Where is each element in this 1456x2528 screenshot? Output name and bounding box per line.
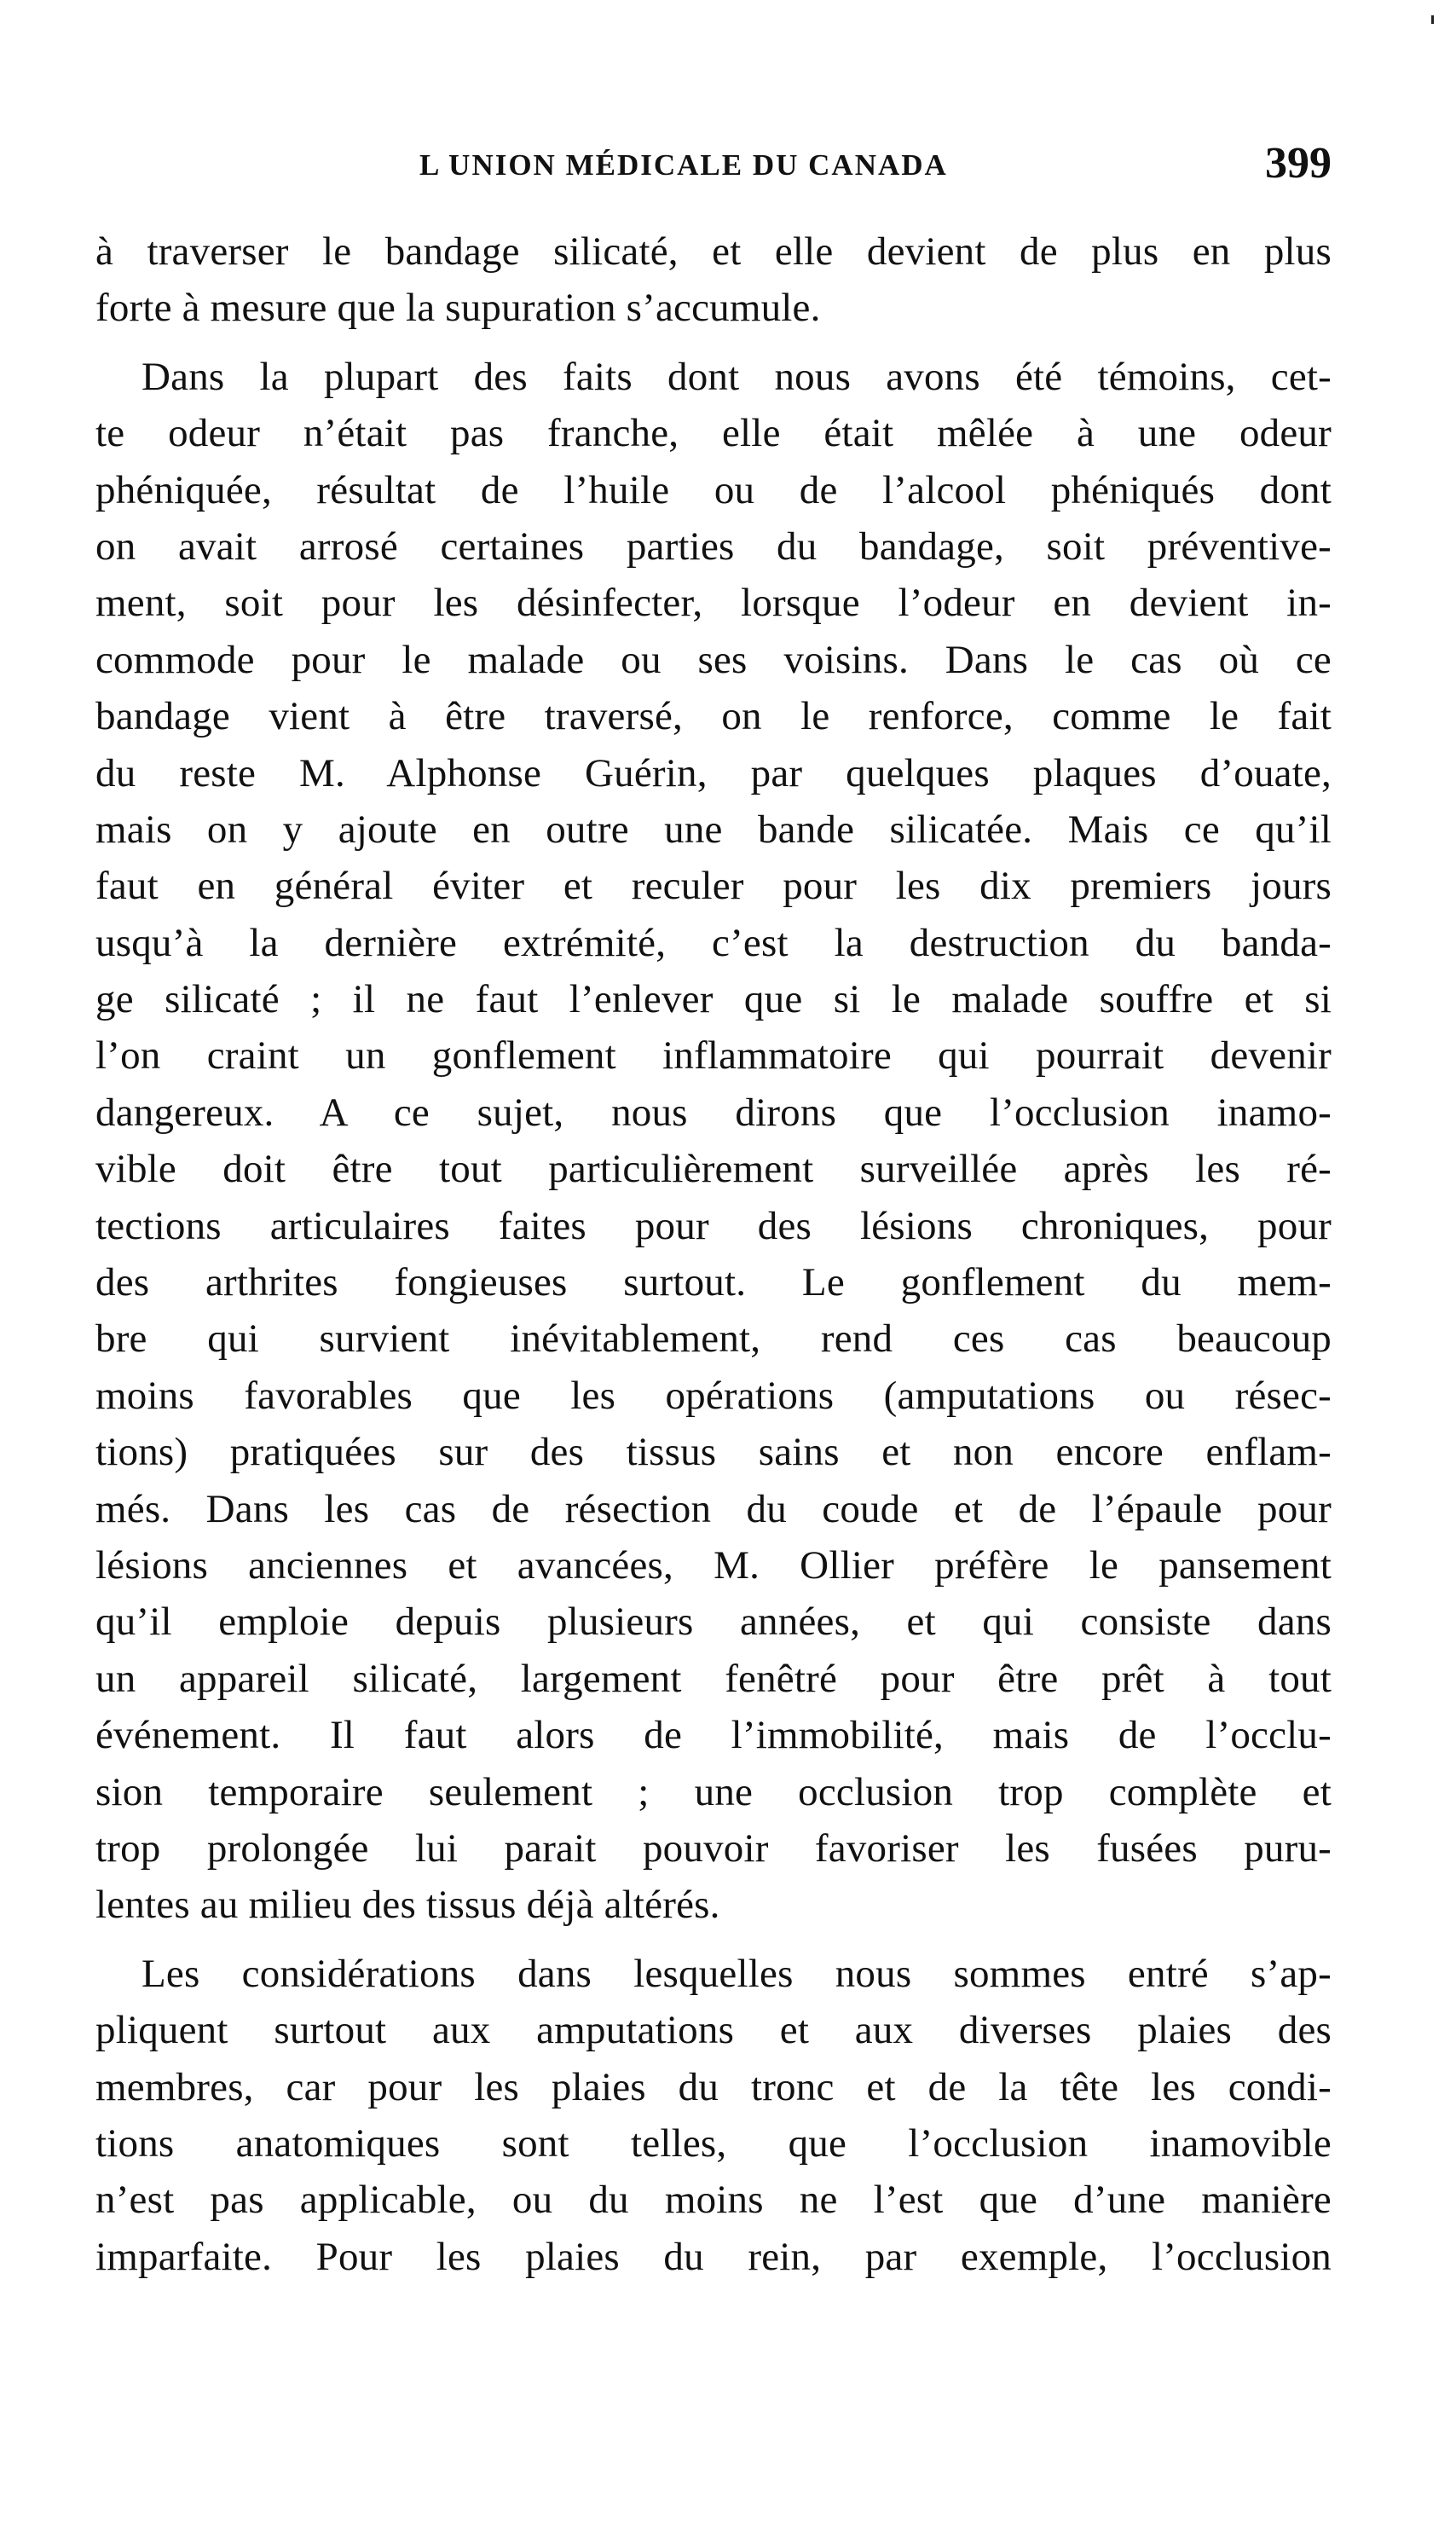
text-line: faut en général éviter et reculer pour les dix premiers jours [95, 864, 1332, 909]
paragraph-2 [95, 349, 1332, 1934]
text-line: tections articulaires faites pour des lésions chroniques, pour [95, 1203, 1332, 1248]
text-line: on avait arrosé certaines parties du bandage, soit préventive- [95, 524, 1332, 569]
text-line: tions) pratiquées sur des tissus sains et non encore enflam- [95, 1430, 1332, 1475]
text-line: trop prolongée lui parait pouvoir favoriser les fusées puru- [95, 1825, 1332, 1871]
text-line: du reste M. Alphonse Guérin, par quelques plaques d’ouate, [95, 750, 1332, 795]
text-line: Les considérations dans lesquelles nous sommes entré s’ap- [142, 1951, 1332, 1996]
text-line: sion temporaire seulement ; une occlusion trop complète et [95, 1769, 1332, 1814]
text-line: commode pour le malade ou ses voisins. Dans le cas où ce [95, 637, 1332, 682]
text-line: Dans la plupart des faits dont nous avons été témoins, cet- [142, 354, 1332, 399]
text-line: événement. Il faut alors de l’immobilité, mais de l’occlu- [95, 1713, 1332, 1758]
text-line: phéniquée, résultat de l’huile ou de l’alcool phéniqués dont [95, 467, 1332, 512]
text-line: vible doit être tout particulièrement surveillée après les ré- [95, 1147, 1332, 1192]
running-header [95, 130, 1332, 189]
text-line: ment, soit pour les désinfecter, lorsque l’odeur en devient in- [95, 581, 1332, 626]
body-text [95, 223, 1332, 2285]
text-line: membres, car pour les plaies du tronc et de la tête les condi- [95, 2064, 1332, 2109]
text-line: à traverser le bandage silicaté, et elle devient de plus en plus [95, 229, 1332, 274]
paragraph-1 [95, 223, 1332, 337]
text-line: imparfaite. Pour les plaies du rein, par exemple, l’occlusion [95, 2234, 1332, 2279]
text-line: te odeur n’était pas franche, elle était mêlée à une odeur [95, 411, 1332, 456]
text-line: mais on y ajoute en outre une bande silicatée. Mais ce qu’il [95, 807, 1332, 852]
text-line: lésions anciennes et avancées, M. Ollier préfère le pansement [95, 1542, 1332, 1588]
text-line: usqu’à la dernière extrémité, c’est la destruction du banda- [95, 920, 1332, 965]
text-line: ge silicaté ; il ne faut l’enlever que si le malade souffre et si [95, 977, 1332, 1022]
page-number: 399 [1265, 139, 1332, 188]
scan-edge-mark [1431, 15, 1434, 24]
text-line: pliquent surtout aux amputations et aux diverses plaies des [95, 2008, 1332, 2053]
text-line: qu’il emploie depuis plusieurs années, et qui consiste dans [95, 1600, 1332, 1645]
text-line: forte à mesure que la supuration s’accumule. [95, 286, 821, 331]
text-line: tions anatomiques sont telles, que l’occlusion inamovible [95, 2120, 1332, 2166]
text-line: n’est pas applicable, ou du moins ne l’est que d’une manière [95, 2178, 1332, 2223]
text-line: dangereux. A ce sujet, nous dirons que l’occlusion inamo- [95, 1090, 1332, 1135]
text-line: un appareil silicaté, largement fenêtré pour être prêt à tout [95, 1656, 1332, 1701]
text-line: bandage vient à être traversé, on le renforce, comme le fait [95, 694, 1332, 739]
text-line: moins favorables que les opérations (amputations ou résec- [95, 1373, 1332, 1418]
text-line: l’on craint un gonflement inflammatoire qui pourrait devenir [95, 1033, 1332, 1079]
text-line: bre qui survient inévitablement, rend ces cas beaucoup [95, 1316, 1332, 1362]
text-line: lentes au milieu des tissus déjà altérés. [95, 1883, 720, 1928]
text-line: més. Dans les cas de résection du coude et de l’épaule pour [95, 1486, 1332, 1531]
text-line: des arthrites fongieuses surtout. Le gonflement du mem- [95, 1260, 1332, 1305]
paragraph-3 [95, 1946, 1332, 2285]
running-title: L UNION MÉDICALE DU CANADA [419, 148, 948, 182]
